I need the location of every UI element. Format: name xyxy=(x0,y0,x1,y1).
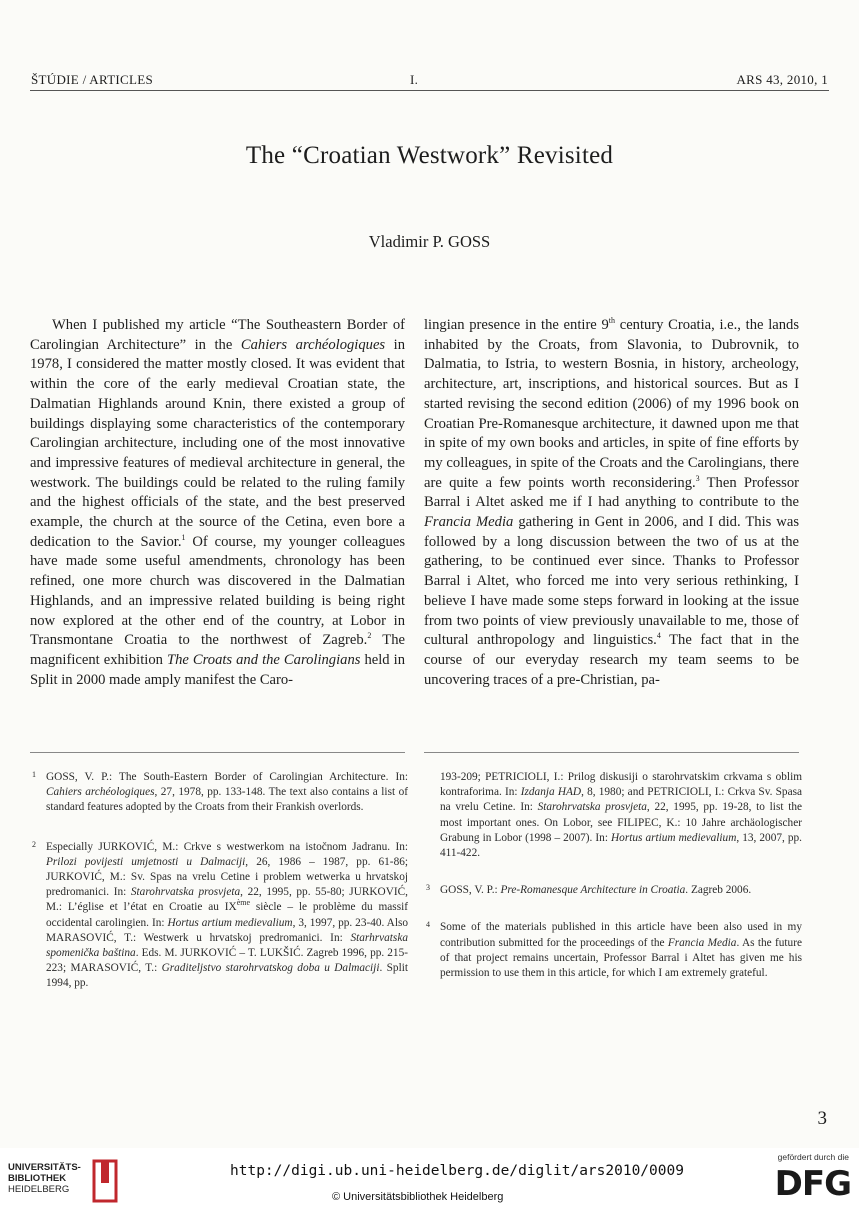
footnote-italic: Izdanja HAD xyxy=(520,786,582,799)
footnote-2 xyxy=(32,839,409,992)
footnote-italic: Hortus artium medievalium xyxy=(167,916,293,929)
footnote-number: 4 xyxy=(426,920,430,930)
journal-title-italic: Cahiers archéologiques xyxy=(240,336,386,353)
footnote-italic: Graditeljstvo starohrvatskog doba u Dalmaciji xyxy=(161,962,380,975)
footnote-text: , 26, 1986 – 1987, pp. 61-86; JURKOVIĆ, M.: Sv. Spas na vrelu Cetine i problem wetwerka u hrvatskoj predromanici. In: xyxy=(46,855,409,899)
body-text: Of course, my younger colleagues have made some useful amendments, chronology has been refined, one more church was discovered in the Dalmatian Highlands, and an impressive related building is being right now explored at the other end of the country, at Lobor in Transmontane Croatia to the northwest of Zagreb. xyxy=(30,533,406,649)
body-column-left xyxy=(30,316,405,690)
page-number: 3 xyxy=(817,1108,827,1129)
article-author: Vladimir P. GOSS xyxy=(368,232,491,251)
body-text: in 1978, I considered the matter mostly closed. It was evident that within the core of the early medieval Croatian state, the Dalmatian Highlands around Knin, there existed a group of buildings displaying some characteristics of the contemporary Carolingian architecture, including one of the most innovative and impressive features of medieval architecture in general, the westwork. The buildings could be related to the ruling family and the highest officials of the state, and the best preserved example, the church at the source of the Cetina, even bore a dedication to the Savior. xyxy=(30,336,406,550)
footnotes-right xyxy=(426,770,803,993)
footnote-text: . Eds. M. JURKOVIĆ – T. LUKŠIĆ. Zagreb 1996, pp. 215-223; MARASOVIĆ, T.: xyxy=(46,947,408,975)
library-logo-text xyxy=(8,1162,81,1195)
library-name-line: UNIVERSITÄTS- xyxy=(8,1162,81,1173)
exhibition-title-italic: The Croats and the Carolingians xyxy=(166,651,361,668)
footnotes-left xyxy=(32,770,409,1004)
copyright-notice: © Universitätsbibliothek Heidelberg xyxy=(332,1191,504,1203)
ordinal-suffix: th xyxy=(608,316,616,326)
footnote-divider xyxy=(30,752,405,753)
footnote-text: , 13, 2007, pp. 411-422. xyxy=(440,831,802,860)
body-text: Then Professor Barral i Altet asked me if I had anything to contribute to the xyxy=(424,474,799,511)
footnote-text: . Zagreb 2006. xyxy=(685,884,752,897)
footnote-text: GOSS, V. P.: The South-Eastern Border of Carolingian Architecture. In: xyxy=(46,771,408,783)
footnote-text: Some of the materials published in this article have been also used in my contribution submitted for the proceedings of the xyxy=(440,921,802,949)
footnote-text: , 27, 1978, pp. 133-148. The text also contains a list of standard features adopted by the Croats from their Frankish overlords. xyxy=(46,786,408,814)
footnote-ref[interactable]: 2 xyxy=(367,631,372,641)
running-header-journal: ARS 43, 2010, 1 xyxy=(736,72,828,87)
footnote-ref[interactable]: 3 xyxy=(695,473,700,483)
footnote-text: Especially JURKOVIĆ, M.: Crkve s westwerkom na istočnom Jadranu. In: xyxy=(46,840,408,853)
footnote-ref[interactable]: 1 xyxy=(181,532,186,542)
dfg-logo: DFG xyxy=(774,1164,851,1204)
funding-note: gefördert durch die xyxy=(777,1152,849,1162)
footnote-italic: Starohrvatska prosvjeta xyxy=(130,886,241,899)
footnote-text: . Split 1994, pp. xyxy=(46,962,409,990)
footnote-number: 1 xyxy=(32,770,36,779)
body-text: When I published my article “The Southeastern Border of Carolingian Architecture” in the xyxy=(30,317,405,353)
running-header-section: ŠTÚDIE / ARTICLES xyxy=(31,72,154,87)
footnote-text: , 8, 1980; and PETRICIOLI, I.: Crkva Sv. Spasa na vrelu Cetine. In: xyxy=(440,786,803,814)
footnote-number: 3 xyxy=(426,883,430,893)
footnote-4 xyxy=(426,920,802,981)
footnote-italic: Hortus artium medievalium xyxy=(611,831,737,844)
footnote-italic: Cahiers archéologiques xyxy=(46,786,155,799)
footnote-italic: Starohrvatska prosvjeta xyxy=(537,801,647,814)
footnote-1 xyxy=(32,770,408,816)
body-text: The fact that in the course of our everyday research my team seems to be uncovering traces of a pre-Christian, pa- xyxy=(424,632,799,688)
footnote-italic: Pre-Romanesque Architecture in Croatia xyxy=(500,884,686,897)
permalink-url[interactable]: http://digi.ub.uni-heidelberg.de/diglit/ars2010/0009 xyxy=(230,1163,684,1179)
footnote-text: GOSS, V. P.: xyxy=(440,884,501,897)
body-text: century Croatia, i.e., the lands inhabited by the Croats, from Slavonia, to Dubrovnik, to Dalmatia, to Istria, to western Bosnia, in history, archeology, architecture, art, inscriptions, and historical sources. But as I started revising the second edition (2006) of my 1996 book on Croatian Pre-Romanesque architecture, it dawned upon me that in spite of my own books and articles, in spite of fine efforts by my colleagues, in spite of the Croats and the Carolingians, there are quite a few points worth reconsidering. xyxy=(424,317,799,491)
footnote-italic: Francia Media xyxy=(667,936,737,949)
footnote-divider xyxy=(424,752,799,753)
header-divider xyxy=(30,90,829,91)
article-title: The “Croatian Westwork” Revisited xyxy=(245,142,614,169)
footnote-italic: Starhrvatska spomenička baština xyxy=(46,931,408,960)
footnote-2-continued xyxy=(440,770,802,861)
footnote-number: 2 xyxy=(32,839,36,849)
footnote-ref[interactable]: 4 xyxy=(656,631,661,641)
running-header-part: I. xyxy=(410,72,419,87)
footnote-text: , 22, 1995, pp. 55-80; JURKOVIĆ, M.: L’église et l’état en Croatie au IX xyxy=(46,886,408,914)
body-text: held in Split in 2000 made amply manifest the Caro- xyxy=(30,651,405,688)
footnote-superscript: ème xyxy=(236,898,251,908)
footnote-text: siècle – le problème du massif occidental carolingien. In: xyxy=(46,901,408,929)
library-name-line: HEIDELBERG xyxy=(8,1184,70,1195)
body-column-right xyxy=(424,316,799,690)
body-text: The magnificent exhibition xyxy=(30,632,405,668)
footnote-text: , 22, 1995, pp. 19-28, to list the most important ones. On Lobor, see FILIPEC, K.: 10 Jahre archäologischer Grabung in Lobor (1998 – 2007). In: xyxy=(440,801,802,844)
library-logo-icon xyxy=(88,1157,122,1205)
event-title-italic: Francia Media xyxy=(424,514,514,531)
body-text: lingian presence in the entire 9 xyxy=(424,317,609,333)
footnote-3 xyxy=(426,883,802,898)
footnote-text: , 3, 1997, pp. 23-40. Also MARASOVIĆ, T.: Westwerk u hrvatskoj predromanici. In: xyxy=(46,916,409,944)
body-text: gathering in Gent in 2006, and I did. This was followed by a long discussion between the two of us at the gathering, to be continued ever since. Thanks to Professor Barral i Altet, who forced me into very serious rethinking, I believe I have made some steps forward in looking at the issue from two points of view previously unavailable to me, those of cultural anthropology and linguistics. xyxy=(424,514,799,649)
footnote-text: . As the future of that project remains uncertain, Professor Barral i Altet has given me his permission to use them in this article, for which I am extremely grateful. xyxy=(440,936,802,980)
footnote-italic: Prilozi povijesti umjetnosti u Dalmaciji xyxy=(46,855,246,868)
library-name-line: BIBLIOTHEK xyxy=(8,1173,67,1184)
footnote-text: 193-209; PETRICIOLI, I.: Prilog diskusiji o starohrvatskim crkvama s oblim kontraforima. In: xyxy=(440,771,802,799)
